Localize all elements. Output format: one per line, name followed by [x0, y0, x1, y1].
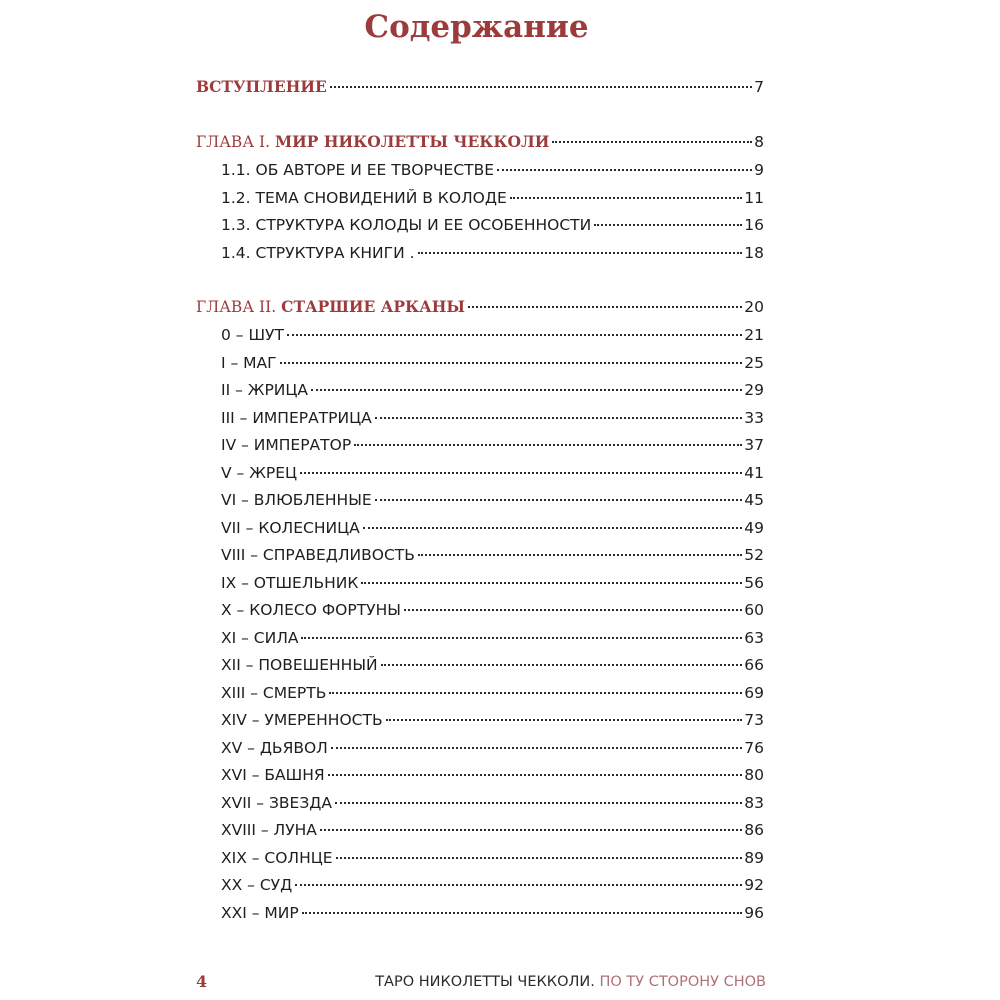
toc-entry[interactable]	[221, 872, 764, 898]
footer-page-number: 4	[196, 972, 208, 991]
dot-leader	[468, 306, 742, 308]
footer-book-title: ТАРО НИКОЛЕТТЫ ЧЕККОЛИ.	[375, 974, 595, 990]
toc-entry-label: XVII – ЗВЕЗДА	[221, 793, 332, 812]
toc-entry-label: XVIII – ЛУНА	[221, 821, 317, 839]
page-number: 96	[744, 903, 764, 922]
dot-leader	[302, 912, 743, 914]
toc-entry[interactable]	[221, 762, 764, 788]
page-number: 11	[744, 188, 764, 207]
toc-entry-label: 1.1. ОБ АВТОРЕ И ЕЕ ТВОРЧЕСТВЕ	[221, 161, 495, 179]
dot-leader	[418, 554, 742, 556]
toc-entry-label: VIII – СПРАВЕДЛИВОСТЬ	[221, 546, 415, 564]
toc-entry[interactable]	[221, 460, 764, 486]
toc-entry-label: XV – ДЬЯВОЛ	[221, 738, 328, 757]
toc-entry[interactable]	[221, 845, 764, 871]
page-number: 33	[744, 408, 764, 427]
page-number: 29	[744, 381, 764, 399]
chapter-heading: СТАРШИЕ АРКАНЫ	[281, 297, 466, 316]
toc-entry-label: IX – ОТШЕЛЬНИК	[221, 573, 359, 592]
dot-leader	[301, 637, 742, 639]
toc-entry-label: II – ЖРИЦА	[221, 381, 309, 399]
dot-leader	[497, 169, 752, 171]
toc-entry-label: XIII – СМЕРТЬ	[221, 683, 327, 702]
page-number: 66	[744, 656, 764, 674]
toc-entry[interactable]	[221, 185, 764, 211]
toc-entry[interactable]	[221, 652, 764, 678]
toc-heading: ВСТУПЛЕНИЕ	[196, 77, 327, 96]
page-number: 16	[744, 216, 764, 234]
dot-leader	[320, 829, 742, 831]
toc-entry-label: VI – ВЛЮБЛЕННЫЕ	[221, 491, 372, 509]
toc-entry[interactable]	[221, 157, 764, 183]
dot-leader	[311, 389, 742, 391]
toc-entry[interactable]	[221, 625, 764, 651]
chapter-label	[196, 129, 549, 155]
chapter-label	[196, 294, 465, 320]
dot-leader	[375, 417, 743, 419]
toc-entry[interactable]	[221, 707, 764, 733]
page-number: 49	[744, 518, 764, 537]
page-number: 41	[744, 463, 764, 482]
dot-leader	[335, 802, 742, 804]
dot-leader	[336, 857, 743, 859]
page-number: 37	[744, 436, 764, 454]
page-number: 83	[744, 793, 764, 812]
toc-entry[interactable]	[221, 597, 764, 623]
toc-entry[interactable]	[221, 900, 764, 926]
toc-entry-label: 1.3. СТРУКТУРА КОЛОДЫ И ЕЕ ОСОБЕННОСТИ	[221, 216, 592, 234]
toc-entry-label: 1.2. ТЕМА СНОВИДЕНИЙ В КОЛОДЕ	[221, 188, 507, 207]
toc-entry[interactable]	[221, 350, 764, 376]
toc-entry[interactable]	[221, 377, 764, 403]
page-number: 60	[744, 601, 764, 619]
dot-leader	[418, 252, 743, 254]
page-number: 9	[754, 161, 764, 179]
toc-entry-label: I – МАГ	[221, 353, 277, 372]
page-number: 21	[744, 326, 764, 344]
toc-entry-label: XIX – СОЛНЦЕ	[221, 848, 333, 867]
dot-leader	[295, 884, 742, 886]
dot-leader	[404, 609, 742, 611]
toc-entry-label: III – ИМПЕРАТРИЦА	[221, 408, 372, 427]
page-number: 18	[744, 243, 764, 262]
toc-entry-label: XVI – БАШНЯ	[221, 766, 325, 784]
page-number: 45	[744, 491, 764, 509]
page-number: 86	[744, 821, 764, 839]
dot-leader	[300, 472, 742, 474]
dot-leader	[552, 141, 752, 143]
toc-entry[interactable]	[221, 240, 764, 266]
toc-entry[interactable]	[221, 570, 764, 596]
toc-entry[interactable]	[221, 790, 764, 816]
toc-entry-chapter-2[interactable]	[196, 294, 764, 320]
toc-entry[interactable]	[221, 405, 764, 431]
dot-leader	[287, 334, 742, 336]
toc-entry-label: X – КОЛЕСО ФОРТУНЫ	[221, 601, 401, 619]
toc-entry[interactable]	[221, 735, 764, 761]
toc-entry-label: XXI – МИР	[221, 903, 299, 922]
page-number: 89	[744, 848, 764, 867]
dot-leader	[386, 719, 743, 721]
toc-entry-label: XI – СИЛА	[221, 628, 299, 647]
toc-entry-label: 1.4. СТРУКТУРА КНИГИ .	[221, 243, 415, 262]
page-number: 63	[744, 628, 764, 647]
dot-leader	[328, 774, 743, 776]
dot-leader	[280, 362, 743, 364]
toc-entry-label: XII – ПОВЕШЕННЫЙ	[221, 656, 378, 674]
running-footer	[375, 970, 766, 994]
page-number: 80	[744, 766, 764, 784]
toc-entry-label: 0 – ШУТ	[221, 326, 284, 344]
dot-leader	[594, 224, 742, 226]
toc-entry[interactable]	[221, 432, 764, 458]
toc-entry-intro[interactable]	[196, 74, 764, 100]
dot-leader	[330, 86, 752, 88]
toc-entry[interactable]	[221, 322, 764, 348]
dot-leader	[375, 499, 743, 501]
toc-entry-label: V – ЖРЕЦ	[221, 463, 298, 482]
dot-leader	[329, 692, 742, 694]
page-number: 8	[754, 133, 764, 151]
page-number: 73	[744, 711, 764, 729]
toc-entry-label: IV – ИМПЕРАТОР	[221, 436, 352, 454]
page-number: 76	[744, 738, 764, 757]
dot-leader	[361, 582, 742, 584]
toc-entry[interactable]	[221, 542, 764, 568]
toc-entry[interactable]	[221, 515, 764, 541]
page-number: 7	[754, 78, 764, 96]
toc-entry[interactable]	[221, 680, 764, 706]
toc-entry[interactable]	[221, 817, 764, 843]
page-number: 69	[744, 683, 764, 702]
toc-entry[interactable]	[221, 487, 764, 513]
dot-leader	[363, 527, 743, 529]
chapter-heading: МИР НИКОЛЕТТЫ ЧЕККОЛИ	[274, 132, 550, 151]
chapter-prefix: ГЛАВА I.	[196, 133, 271, 151]
dot-leader	[354, 444, 742, 446]
toc-entry-chapter-1[interactable]	[196, 129, 764, 155]
dot-leader	[510, 197, 742, 199]
toc-entry-label: XX – СУД	[221, 876, 293, 894]
page-number: 56	[744, 573, 764, 592]
page-number: 92	[744, 876, 764, 894]
page-number: 20	[744, 298, 764, 316]
toc-entry-label: VII – КОЛЕСНИЦА	[221, 518, 360, 537]
dot-leader	[381, 664, 743, 666]
chapter-prefix: ГЛАВА II.	[196, 298, 277, 316]
toc-entry-label: XIV – УМЕРЕННОСТЬ	[221, 711, 383, 729]
page-number: 52	[744, 546, 764, 564]
toc-entry[interactable]	[221, 212, 764, 238]
page-number: 25	[744, 353, 764, 372]
dot-leader	[331, 747, 742, 749]
footer-book-subtitle: ПО ТУ СТОРОНУ СНОВ	[599, 974, 766, 990]
page-title: Содержание	[364, 9, 589, 45]
